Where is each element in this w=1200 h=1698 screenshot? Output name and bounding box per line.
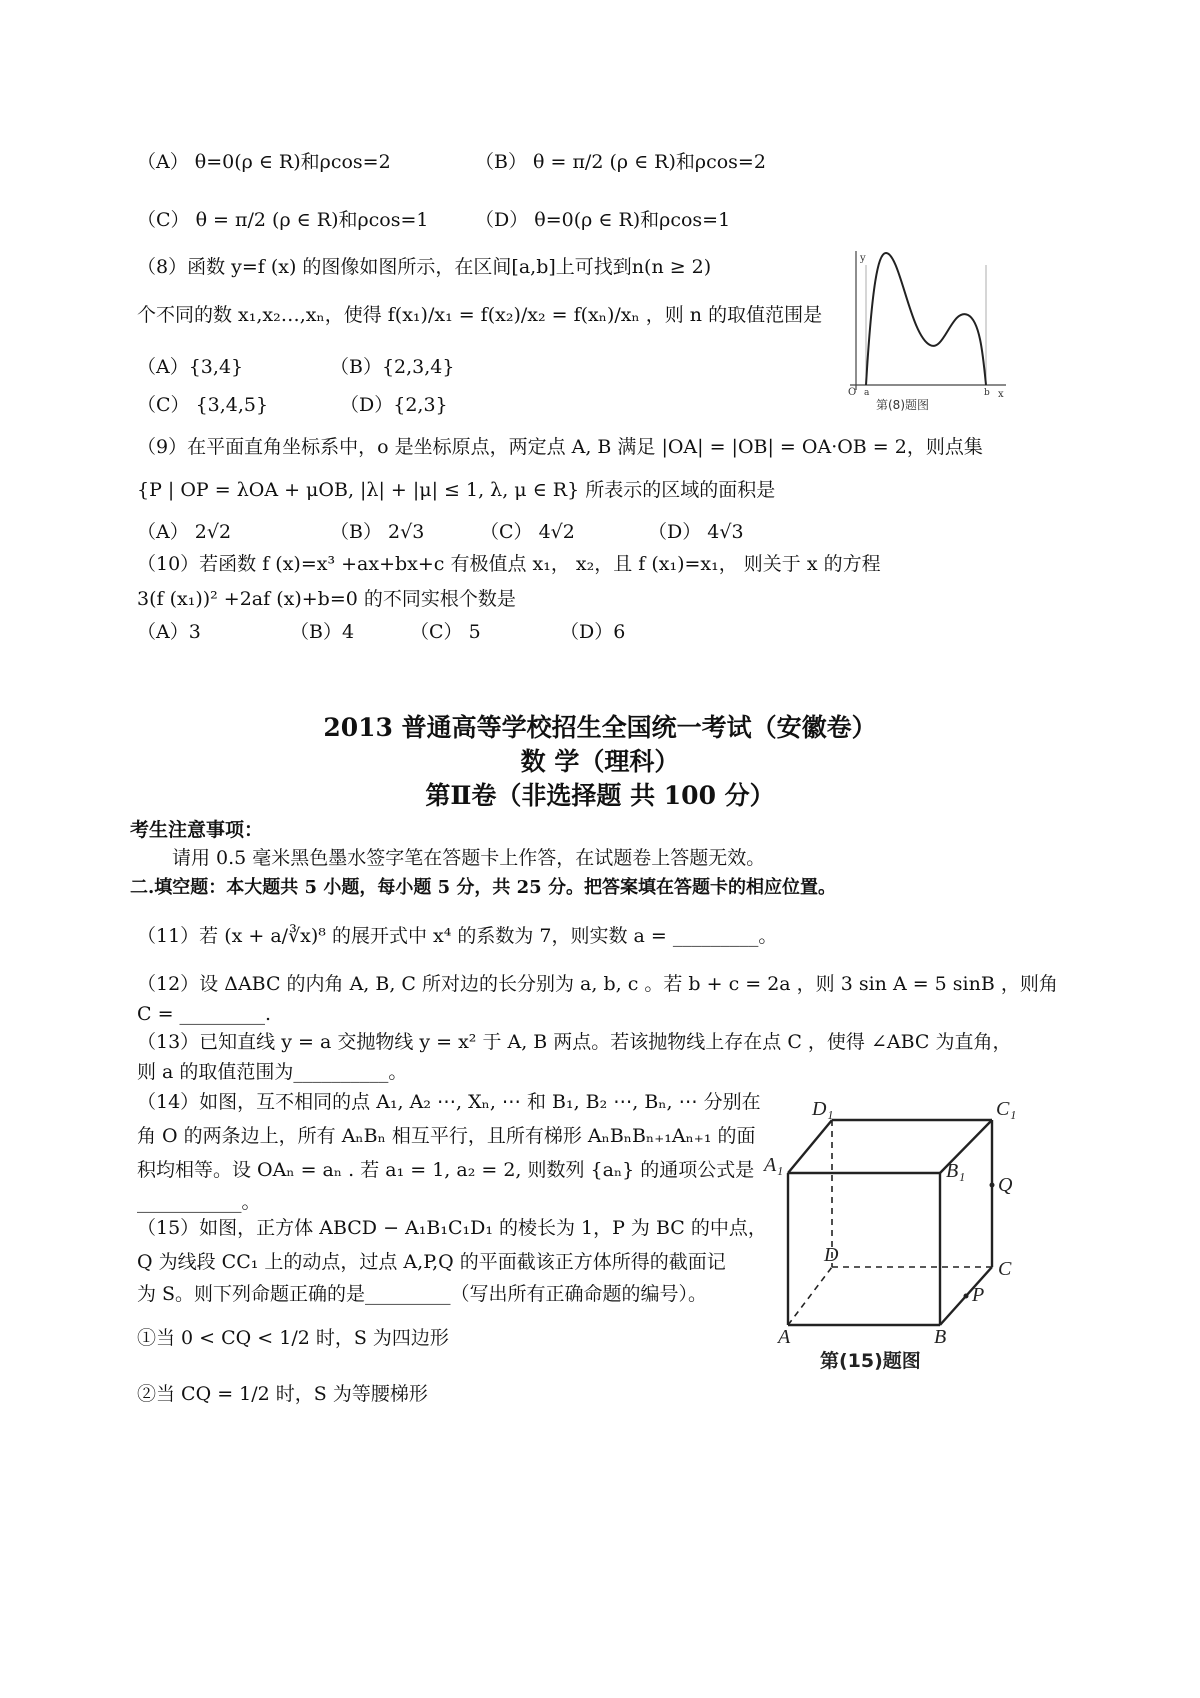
exam-subject: 数 学（理科） bbox=[520, 747, 680, 776]
q8-option-c: （C） {3,4,5} bbox=[137, 394, 269, 416]
label-b1: B₁ bbox=[946, 1160, 966, 1182]
q8-line1: （8）函数 y=f (x) 的图像如图所示，在区间[a,b]上可找到n(n ≥ 2) bbox=[137, 256, 712, 278]
q8-figure-caption: 第(8)题图 bbox=[876, 398, 929, 412]
q14-line1: （14）如图，互不相同的点 A₁, A₂ ⋯, Xₙ, ⋯ 和 B₁, B₂ ⋯, Bₙ, ⋯ 分别在 bbox=[137, 1091, 761, 1113]
q9-line2: {P | OP = λOA + μOB, |λ| + |μ| ≤ 1, λ, μ ∈ R} 所表示的区域的面积是 bbox=[137, 479, 776, 501]
q15-cube-figure bbox=[760, 1085, 1060, 1375]
q15-item1: ①当 0 < CQ < 1/2 时，S 为四边形 bbox=[137, 1327, 449, 1349]
q10-line2: 3(f (x₁))² +2af (x)+b=0 的不同实根个数是 bbox=[137, 588, 516, 610]
edge-a1-d1 bbox=[788, 1120, 832, 1173]
q8-option-a: （A）{3,4} bbox=[137, 356, 244, 378]
label-p: P bbox=[972, 1284, 985, 1306]
function-curve bbox=[866, 253, 986, 385]
label-c1: C₁ bbox=[996, 1098, 1017, 1120]
q10-option-d: （D）6 bbox=[560, 621, 626, 643]
q15-line2: Q 为线段 CC₁ 上的动点，过点 A,P,Q 的平面截该正方体所得的截面记 bbox=[137, 1251, 726, 1273]
q7-option-c: （C） θ = π/2 (ρ ∈ R)和ρcos=1 bbox=[137, 209, 429, 231]
q11-text: （11）若 (x + a/∛x)⁸ 的展开式中 x⁴ 的系数为 7，则实数 a = _________。 bbox=[137, 925, 778, 947]
y-axis-label: y bbox=[860, 253, 866, 264]
q8-option-d: （D）{2,3} bbox=[340, 394, 448, 416]
q10-option-a: （A）3 bbox=[137, 621, 201, 643]
label-c: C bbox=[998, 1258, 1012, 1280]
q10-option-c: （C） 5 bbox=[410, 621, 481, 643]
q9-line1: （9）在平面直角坐标系中，o 是坐标原点，两定点 A, B 满足 |OA| = |OB| = OA·OB = 2，则点集 bbox=[137, 436, 983, 458]
label-d1: D₁ bbox=[812, 1098, 834, 1120]
point-q bbox=[990, 1183, 995, 1188]
q8-line2: 个不同的数 x₁,x₂…,xₙ，使得 f(x₁)/x₁ = f(x₂)/x₂ = f(xₙ)/xₙ ，则 n 的取值范围是 bbox=[137, 304, 823, 326]
label-d: D bbox=[824, 1244, 839, 1266]
q9-option-c: （C） 4√2 bbox=[480, 521, 575, 543]
point-a-label: a bbox=[864, 388, 870, 398]
q8-option-b: （B）{2,3,4} bbox=[330, 356, 455, 378]
notice-text: 请用 0.5 毫米黑色墨水签字笔在答题卡上作答，在试题卷上答题无效。 bbox=[172, 847, 766, 869]
q9-option-a: （A） 2√2 bbox=[137, 521, 232, 543]
label-a1: A₁ bbox=[764, 1154, 784, 1176]
q9-option-d: （D） 4√3 bbox=[648, 521, 744, 543]
q15-figure-caption: 第(15)题图 bbox=[820, 1350, 921, 1372]
point-b-label: b bbox=[984, 388, 990, 398]
label-b: B bbox=[934, 1326, 947, 1348]
q7-option-b: （B） θ = π/2 (ρ ∈ R)和ρcos=2 bbox=[475, 151, 766, 173]
q14-line2: 角 O 的两条边上，所有 AₙBₙ 相互平行，且所有梯形 AₙBₙBₙ₊₁Aₙ₊₁ 的面 bbox=[137, 1125, 756, 1147]
notice-title: 考生注意事项： bbox=[130, 819, 264, 841]
edge-a-d bbox=[788, 1267, 832, 1325]
q10-option-b: （B）4 bbox=[290, 621, 355, 643]
q13-line2: 则 a 的取值范围为__________。 bbox=[137, 1061, 408, 1083]
label-q: Q bbox=[998, 1174, 1013, 1196]
q15-line1: （15）如图，正方体 ABCD − A₁B₁C₁D₁ 的棱长为 1，P 为 BC 的中点， bbox=[137, 1217, 767, 1239]
q12-line1: （12）设 ΔABC 的内角 A, B, C 所对边的长分别为 a, b, c 。若 b + c = 2a ，则 3 sin A = 5 sinB ，则角 bbox=[137, 973, 1058, 995]
q12-line2: C = _________. bbox=[137, 1003, 272, 1025]
x-axis-label: x bbox=[998, 389, 1004, 400]
point-p bbox=[964, 1294, 969, 1299]
origin-label: O bbox=[848, 387, 857, 398]
q15-line3: 为 S。则下列命题正确的是_________（写出所有正确命题的编号）。 bbox=[137, 1283, 708, 1305]
q14-line3: 积均相等。设 OAₙ = aₙ . 若 a₁ = 1, a₂ = 2, 则数列 {aₙ} 的通项公式是 bbox=[137, 1159, 755, 1181]
exam-part: 第Ⅱ卷（非选择题 共 100 分） bbox=[425, 781, 775, 810]
q14-line4: ___________。 bbox=[137, 1191, 261, 1213]
q7-option-d: （D） θ=0(ρ ∈ R)和ρcos=1 bbox=[475, 209, 731, 231]
label-a: A bbox=[778, 1326, 791, 1348]
q9-option-b: （B） 2√3 bbox=[330, 521, 425, 543]
exam-title: 2013 普通高等学校招生全国统一考试（安徽卷） bbox=[323, 713, 877, 742]
section2-title: 二.填空题：本大题共 5 小题，每小题 5 分，共 25 分。把答案填在答题卡的相应位置。 bbox=[130, 877, 836, 898]
q10-line1: （10）若函数 f (x)=x³ +ax+bx+c 有极值点 x₁， x₂，且 f (x₁)=x₁， 则关于 x 的方程 bbox=[137, 553, 881, 575]
q8-figure bbox=[838, 245, 1008, 415]
q15-item2: ②当 CQ = 1/2 时，S 为等腰梯形 bbox=[137, 1383, 428, 1405]
q13-line1: （13）已知直线 y = a 交抛物线 y = x² 于 A, B 两点。若该抛物线上存在点 C ，使得 ∠ABC 为直角， bbox=[137, 1031, 1012, 1053]
q7-option-a: （A） θ=0(ρ ∈ R)和ρcos=2 bbox=[137, 151, 391, 173]
